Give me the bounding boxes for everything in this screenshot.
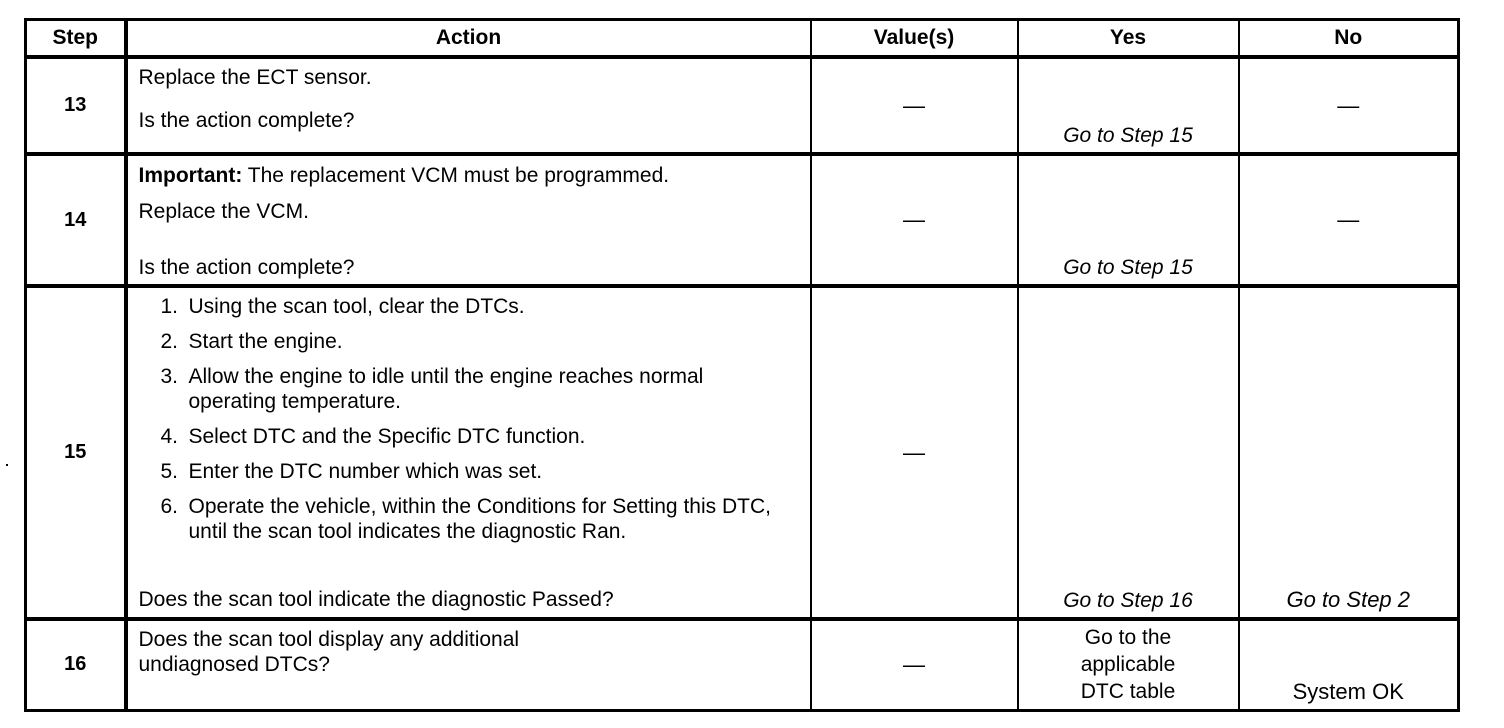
list-item: 1. Using the scan tool, clear the DTCs. bbox=[160, 295, 525, 318]
list-item: 3. Allow the engine to idle until the engine reaches normal operating temperature. bbox=[160, 365, 704, 413]
no-cell: — bbox=[1239, 57, 1459, 154]
action-line: Replace the VCM. bbox=[138, 200, 309, 223]
value-cell: — bbox=[811, 154, 1018, 286]
header-action: Action bbox=[126, 20, 811, 58]
no-link-step-2: Go to Step 2 bbox=[1286, 587, 1411, 612]
yes-link-step-15: Go to Step 15 bbox=[1063, 124, 1193, 147]
action-cell bbox=[126, 154, 811, 286]
action-question: Is the action complete? bbox=[138, 256, 355, 279]
action-line: Replace the ECT sensor. bbox=[138, 66, 372, 89]
important-text: The replacement VCM must be programmed. bbox=[242, 164, 670, 187]
action-question: Does the scan tool display any additional undiagnosed DTCs? bbox=[138, 628, 520, 676]
value-cell: — bbox=[811, 57, 1018, 154]
yes-line: applicable bbox=[1080, 653, 1176, 676]
table-row bbox=[26, 619, 1459, 710]
action-cell bbox=[126, 57, 811, 154]
yes-link-step-15: Go to Step 15 bbox=[1063, 256, 1193, 279]
list-item: 4. Select DTC and the Specific DTC function. bbox=[160, 425, 586, 448]
important-label: Important: bbox=[138, 164, 243, 187]
important-note bbox=[128, 156, 810, 188]
no-cell: — bbox=[1239, 154, 1459, 286]
diagnostic-table bbox=[24, 18, 1460, 712]
header-values: Value(s) bbox=[811, 20, 1018, 58]
list-item: 5. Enter the DTC number which was set. bbox=[160, 460, 543, 483]
no-cell bbox=[1239, 286, 1459, 619]
scan-speck bbox=[6, 464, 8, 466]
action-cell bbox=[126, 619, 811, 710]
step-number: 15 bbox=[26, 286, 126, 619]
yes-line: DTC table bbox=[1080, 680, 1176, 703]
no-system-ok: System OK bbox=[1292, 678, 1404, 704]
table-row bbox=[26, 154, 1459, 286]
step-number: 14 bbox=[26, 154, 126, 286]
step-number: 16 bbox=[26, 619, 126, 710]
value-cell: — bbox=[811, 286, 1018, 619]
action-question: Does the scan tool indicate the diagnostic Passed? bbox=[138, 588, 614, 611]
yes-link-step-16: Go to Step 16 bbox=[1063, 589, 1193, 612]
action-cell bbox=[126, 286, 811, 619]
no-cell bbox=[1239, 619, 1459, 710]
value-cell: — bbox=[811, 619, 1018, 710]
table-row bbox=[26, 57, 1459, 154]
header-yes: Yes bbox=[1018, 20, 1239, 58]
yes-cell bbox=[1018, 286, 1239, 619]
yes-cell bbox=[1018, 57, 1239, 154]
yes-cell bbox=[1018, 619, 1239, 710]
header-no: No bbox=[1239, 20, 1459, 58]
yes-line: Go to the bbox=[1084, 626, 1172, 649]
list-item: 6. Operate the vehicle, within the Conditions for Setting this DTC, until the scan tool indicates the diagnostic Ran. bbox=[160, 495, 771, 543]
procedure-list bbox=[128, 288, 810, 544]
step-number: 13 bbox=[26, 57, 126, 154]
table-row bbox=[26, 286, 1459, 619]
yes-cell bbox=[1018, 154, 1239, 286]
list-item: 2. Start the engine. bbox=[160, 330, 343, 353]
table-header-row bbox=[26, 20, 1459, 58]
header-step: Step bbox=[26, 20, 126, 58]
action-question: Is the action complete? bbox=[138, 109, 355, 132]
